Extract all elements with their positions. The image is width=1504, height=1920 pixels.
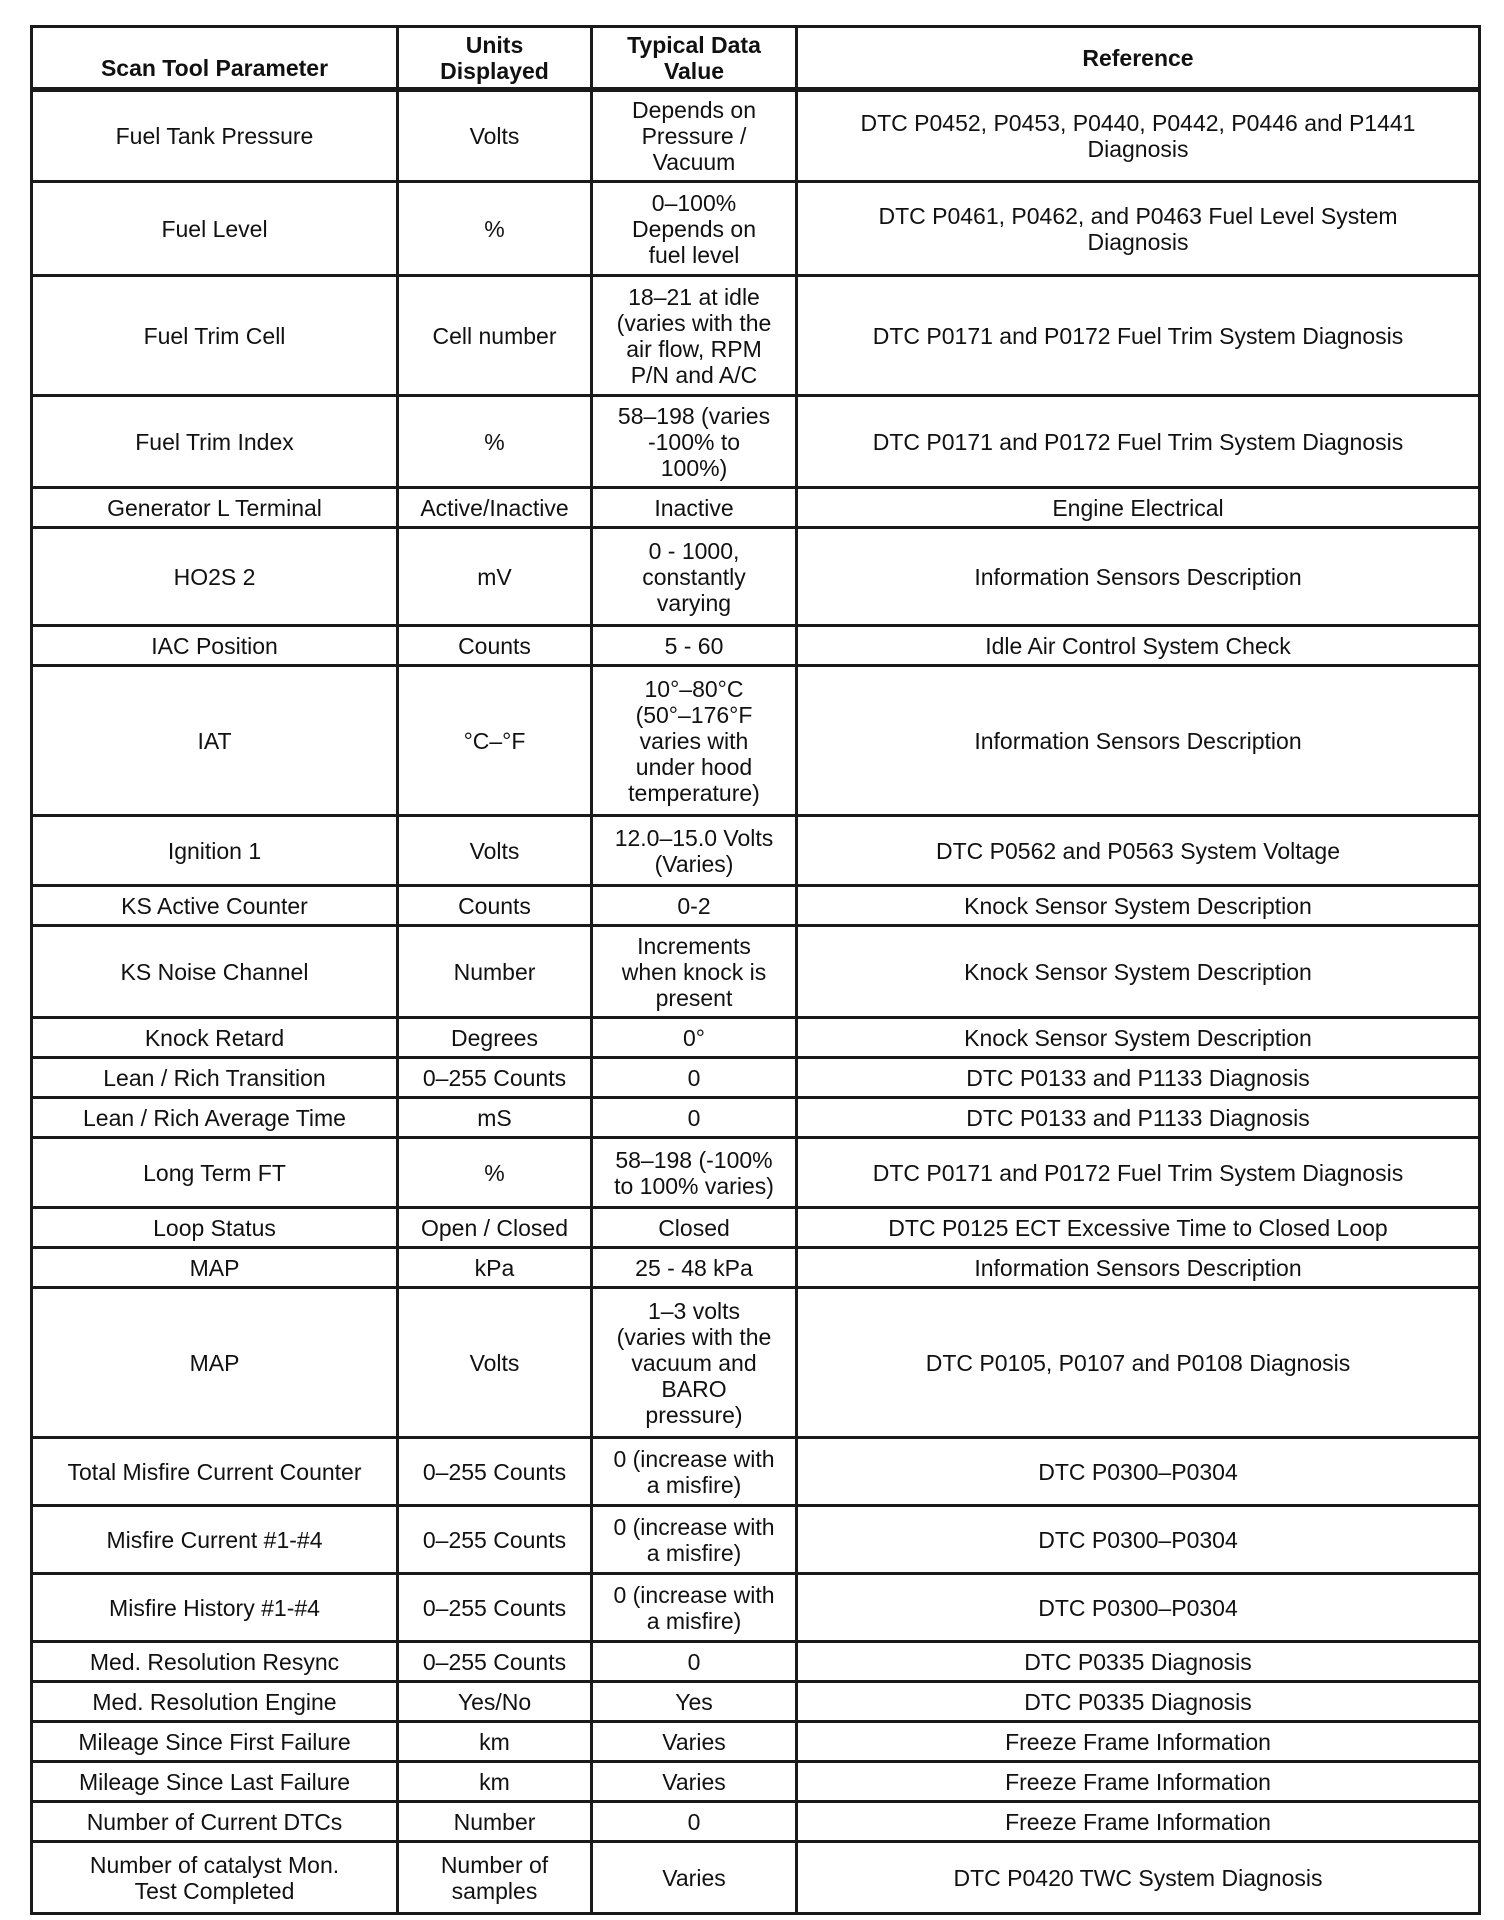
cell-typical: 0–100% Depends on fuel level	[592, 182, 797, 276]
table-row	[32, 1802, 1480, 1842]
cell-typical: Inactive	[592, 488, 797, 528]
cell-typical: 0	[592, 1058, 797, 1098]
cell-reference: DTC P0133 and P1133 Diagnosis	[797, 1058, 1480, 1098]
cell-units: km	[398, 1722, 592, 1762]
cell-units: Active/Inactive	[398, 488, 592, 528]
cell-units: 0–255 Counts	[398, 1642, 592, 1682]
cell-reference: Idle Air Control System Check	[797, 626, 1480, 666]
table-row	[32, 90, 1480, 182]
cell-units: 0–255 Counts	[398, 1574, 592, 1642]
cell-units: Volts	[398, 90, 592, 182]
cell-typical: 0 (increase with a misfire)	[592, 1506, 797, 1574]
cell-typical: Depends on Pressure / Vacuum	[592, 90, 797, 182]
header-scan-tool-parameter: Scan Tool Parameter	[32, 27, 398, 90]
cell-parameter: KS Active Counter	[32, 886, 398, 926]
cell-parameter: Fuel Trim Cell	[32, 276, 398, 396]
table-row	[32, 1842, 1480, 1914]
cell-typical: 18–21 at idle (varies with the air flow, RPM P/N and A/C	[592, 276, 797, 396]
cell-units: 0–255 Counts	[398, 1058, 592, 1098]
table-row	[32, 1722, 1480, 1762]
cell-typical: 0 (increase with a misfire)	[592, 1438, 797, 1506]
cell-units: Number	[398, 926, 592, 1018]
cell-parameter: Fuel Trim Index	[32, 396, 398, 488]
cell-units: %	[398, 396, 592, 488]
table-row	[32, 626, 1480, 666]
cell-reference: DTC P0300–P0304	[797, 1506, 1480, 1574]
cell-typical: 1–3 volts (varies with the vacuum and BARO pressure)	[592, 1288, 797, 1438]
cell-units: Counts	[398, 626, 592, 666]
table-row	[32, 1438, 1480, 1506]
cell-units: Number	[398, 1802, 592, 1842]
cell-parameter: Fuel Level	[32, 182, 398, 276]
cell-typical: Varies	[592, 1762, 797, 1802]
cell-reference: Information Sensors Description	[797, 1248, 1480, 1288]
cell-parameter: Misfire History #1-#4	[32, 1574, 398, 1642]
cell-parameter: Long Term FT	[32, 1138, 398, 1208]
cell-typical: 5 - 60	[592, 626, 797, 666]
table-row	[32, 488, 1480, 528]
cell-reference: Information Sensors Description	[797, 666, 1480, 816]
table-row	[32, 1288, 1480, 1438]
scan-tool-data-page	[30, 25, 1478, 1915]
cell-reference: DTC P0300–P0304	[797, 1574, 1480, 1642]
cell-reference: Freeze Frame Information	[797, 1762, 1480, 1802]
cell-units: Counts	[398, 886, 592, 926]
cell-units: Yes/No	[398, 1682, 592, 1722]
table-row	[32, 182, 1480, 276]
table-header-row	[32, 27, 1480, 90]
cell-reference: DTC P0125 ECT Excessive Time to Closed Loop	[797, 1208, 1480, 1248]
table-row	[32, 816, 1480, 886]
cell-parameter: Loop Status	[32, 1208, 398, 1248]
cell-parameter: HO2S 2	[32, 528, 398, 626]
cell-parameter: Fuel Tank Pressure	[32, 90, 398, 182]
cell-typical: Yes	[592, 1682, 797, 1722]
cell-units: Number of samples	[398, 1842, 592, 1914]
cell-typical: 0	[592, 1098, 797, 1138]
table-row	[32, 1506, 1480, 1574]
cell-parameter: IAC Position	[32, 626, 398, 666]
cell-units: kPa	[398, 1248, 592, 1288]
cell-typical: 0 - 1000, constantly varying	[592, 528, 797, 626]
cell-typical: 58–198 (varies -100% to 100%)	[592, 396, 797, 488]
cell-parameter: Generator L Terminal	[32, 488, 398, 528]
cell-units: mV	[398, 528, 592, 626]
cell-reference: Engine Electrical	[797, 488, 1480, 528]
cell-typical: Closed	[592, 1208, 797, 1248]
cell-parameter: Knock Retard	[32, 1018, 398, 1058]
cell-typical: 12.0–15.0 Volts (Varies)	[592, 816, 797, 886]
cell-reference: Freeze Frame Information	[797, 1722, 1480, 1762]
cell-typical: Increments when knock is present	[592, 926, 797, 1018]
header-units-displayed: Units Displayed	[398, 27, 592, 90]
cell-reference: DTC P0461, P0462, and P0463 Fuel Level System Diagnosis	[797, 182, 1480, 276]
table-row	[32, 276, 1480, 396]
cell-units: Open / Closed	[398, 1208, 592, 1248]
cell-units: %	[398, 182, 592, 276]
cell-parameter: Mileage Since Last Failure	[32, 1762, 398, 1802]
cell-units: °C–°F	[398, 666, 592, 816]
table-row	[32, 1018, 1480, 1058]
cell-parameter: Mileage Since First Failure	[32, 1722, 398, 1762]
cell-parameter: Med. Resolution Resync	[32, 1642, 398, 1682]
cell-parameter: Med. Resolution Engine	[32, 1682, 398, 1722]
cell-units: %	[398, 1138, 592, 1208]
cell-typical: 0°	[592, 1018, 797, 1058]
cell-reference: DTC P0171 and P0172 Fuel Trim System Diagnosis	[797, 396, 1480, 488]
table-row	[32, 1098, 1480, 1138]
cell-parameter: Total Misfire Current Counter	[32, 1438, 398, 1506]
header-reference: Reference	[797, 27, 1480, 90]
cell-units: Cell number	[398, 276, 592, 396]
cell-reference: DTC P0335 Diagnosis	[797, 1682, 1480, 1722]
table-row	[32, 1208, 1480, 1248]
cell-typical: Varies	[592, 1722, 797, 1762]
cell-reference: DTC P0300–P0304	[797, 1438, 1480, 1506]
table-body	[32, 90, 1480, 1914]
scan-tool-data-table	[30, 25, 1481, 1915]
cell-parameter: MAP	[32, 1288, 398, 1438]
table-row	[32, 1682, 1480, 1722]
cell-parameter: Lean / Rich Transition	[32, 1058, 398, 1098]
cell-reference: DTC P0171 and P0172 Fuel Trim System Diagnosis	[797, 276, 1480, 396]
cell-reference: DTC P0452, P0453, P0440, P0442, P0446 and P1441 Diagnosis	[797, 90, 1480, 182]
cell-typical: 58–198 (-100% to 100% varies)	[592, 1138, 797, 1208]
cell-units: Volts	[398, 1288, 592, 1438]
cell-parameter: Number of catalyst Mon. Test Completed	[32, 1842, 398, 1914]
cell-parameter: Number of Current DTCs	[32, 1802, 398, 1842]
table-row	[32, 1138, 1480, 1208]
table-row	[32, 528, 1480, 626]
cell-parameter: Ignition 1	[32, 816, 398, 886]
cell-typical: 25 - 48 kPa	[592, 1248, 797, 1288]
table-row	[32, 1058, 1480, 1098]
table-row	[32, 926, 1480, 1018]
cell-reference: Knock Sensor System Description	[797, 926, 1480, 1018]
cell-units: 0–255 Counts	[398, 1438, 592, 1506]
cell-units: Degrees	[398, 1018, 592, 1058]
cell-reference: DTC P0133 and P1133 Diagnosis	[797, 1098, 1480, 1138]
cell-typical: Varies	[592, 1842, 797, 1914]
cell-reference: DTC P0420 TWC System Diagnosis	[797, 1842, 1480, 1914]
cell-typical: 0	[592, 1642, 797, 1682]
cell-reference: DTC P0562 and P0563 System Voltage	[797, 816, 1480, 886]
cell-typical: 0 (increase with a misfire)	[592, 1574, 797, 1642]
cell-reference: DTC P0105, P0107 and P0108 Diagnosis	[797, 1288, 1480, 1438]
cell-reference: Knock Sensor System Description	[797, 1018, 1480, 1058]
cell-reference: DTC P0335 Diagnosis	[797, 1642, 1480, 1682]
cell-units: mS	[398, 1098, 592, 1138]
cell-parameter: MAP	[32, 1248, 398, 1288]
table-row	[32, 1642, 1480, 1682]
table-row	[32, 396, 1480, 488]
cell-parameter: Misfire Current #1-#4	[32, 1506, 398, 1574]
cell-reference: Freeze Frame Information	[797, 1802, 1480, 1842]
table-row	[32, 1248, 1480, 1288]
cell-reference: Knock Sensor System Description	[797, 886, 1480, 926]
cell-parameter: Lean / Rich Average Time	[32, 1098, 398, 1138]
table-row	[32, 886, 1480, 926]
cell-units: 0–255 Counts	[398, 1506, 592, 1574]
table-row	[32, 1762, 1480, 1802]
cell-typical: 10°–80°C (50°–176°F varies with under hood temperature)	[592, 666, 797, 816]
table-row	[32, 666, 1480, 816]
cell-units: km	[398, 1762, 592, 1802]
cell-parameter: IAT	[32, 666, 398, 816]
cell-reference: Information Sensors Description	[797, 528, 1480, 626]
cell-parameter: KS Noise Channel	[32, 926, 398, 1018]
table-row	[32, 1574, 1480, 1642]
cell-typical: 0	[592, 1802, 797, 1842]
header-typical-data-value: Typical Data Value	[592, 27, 797, 90]
cell-units: Volts	[398, 816, 592, 886]
cell-reference: DTC P0171 and P0172 Fuel Trim System Diagnosis	[797, 1138, 1480, 1208]
cell-typical: 0-2	[592, 886, 797, 926]
